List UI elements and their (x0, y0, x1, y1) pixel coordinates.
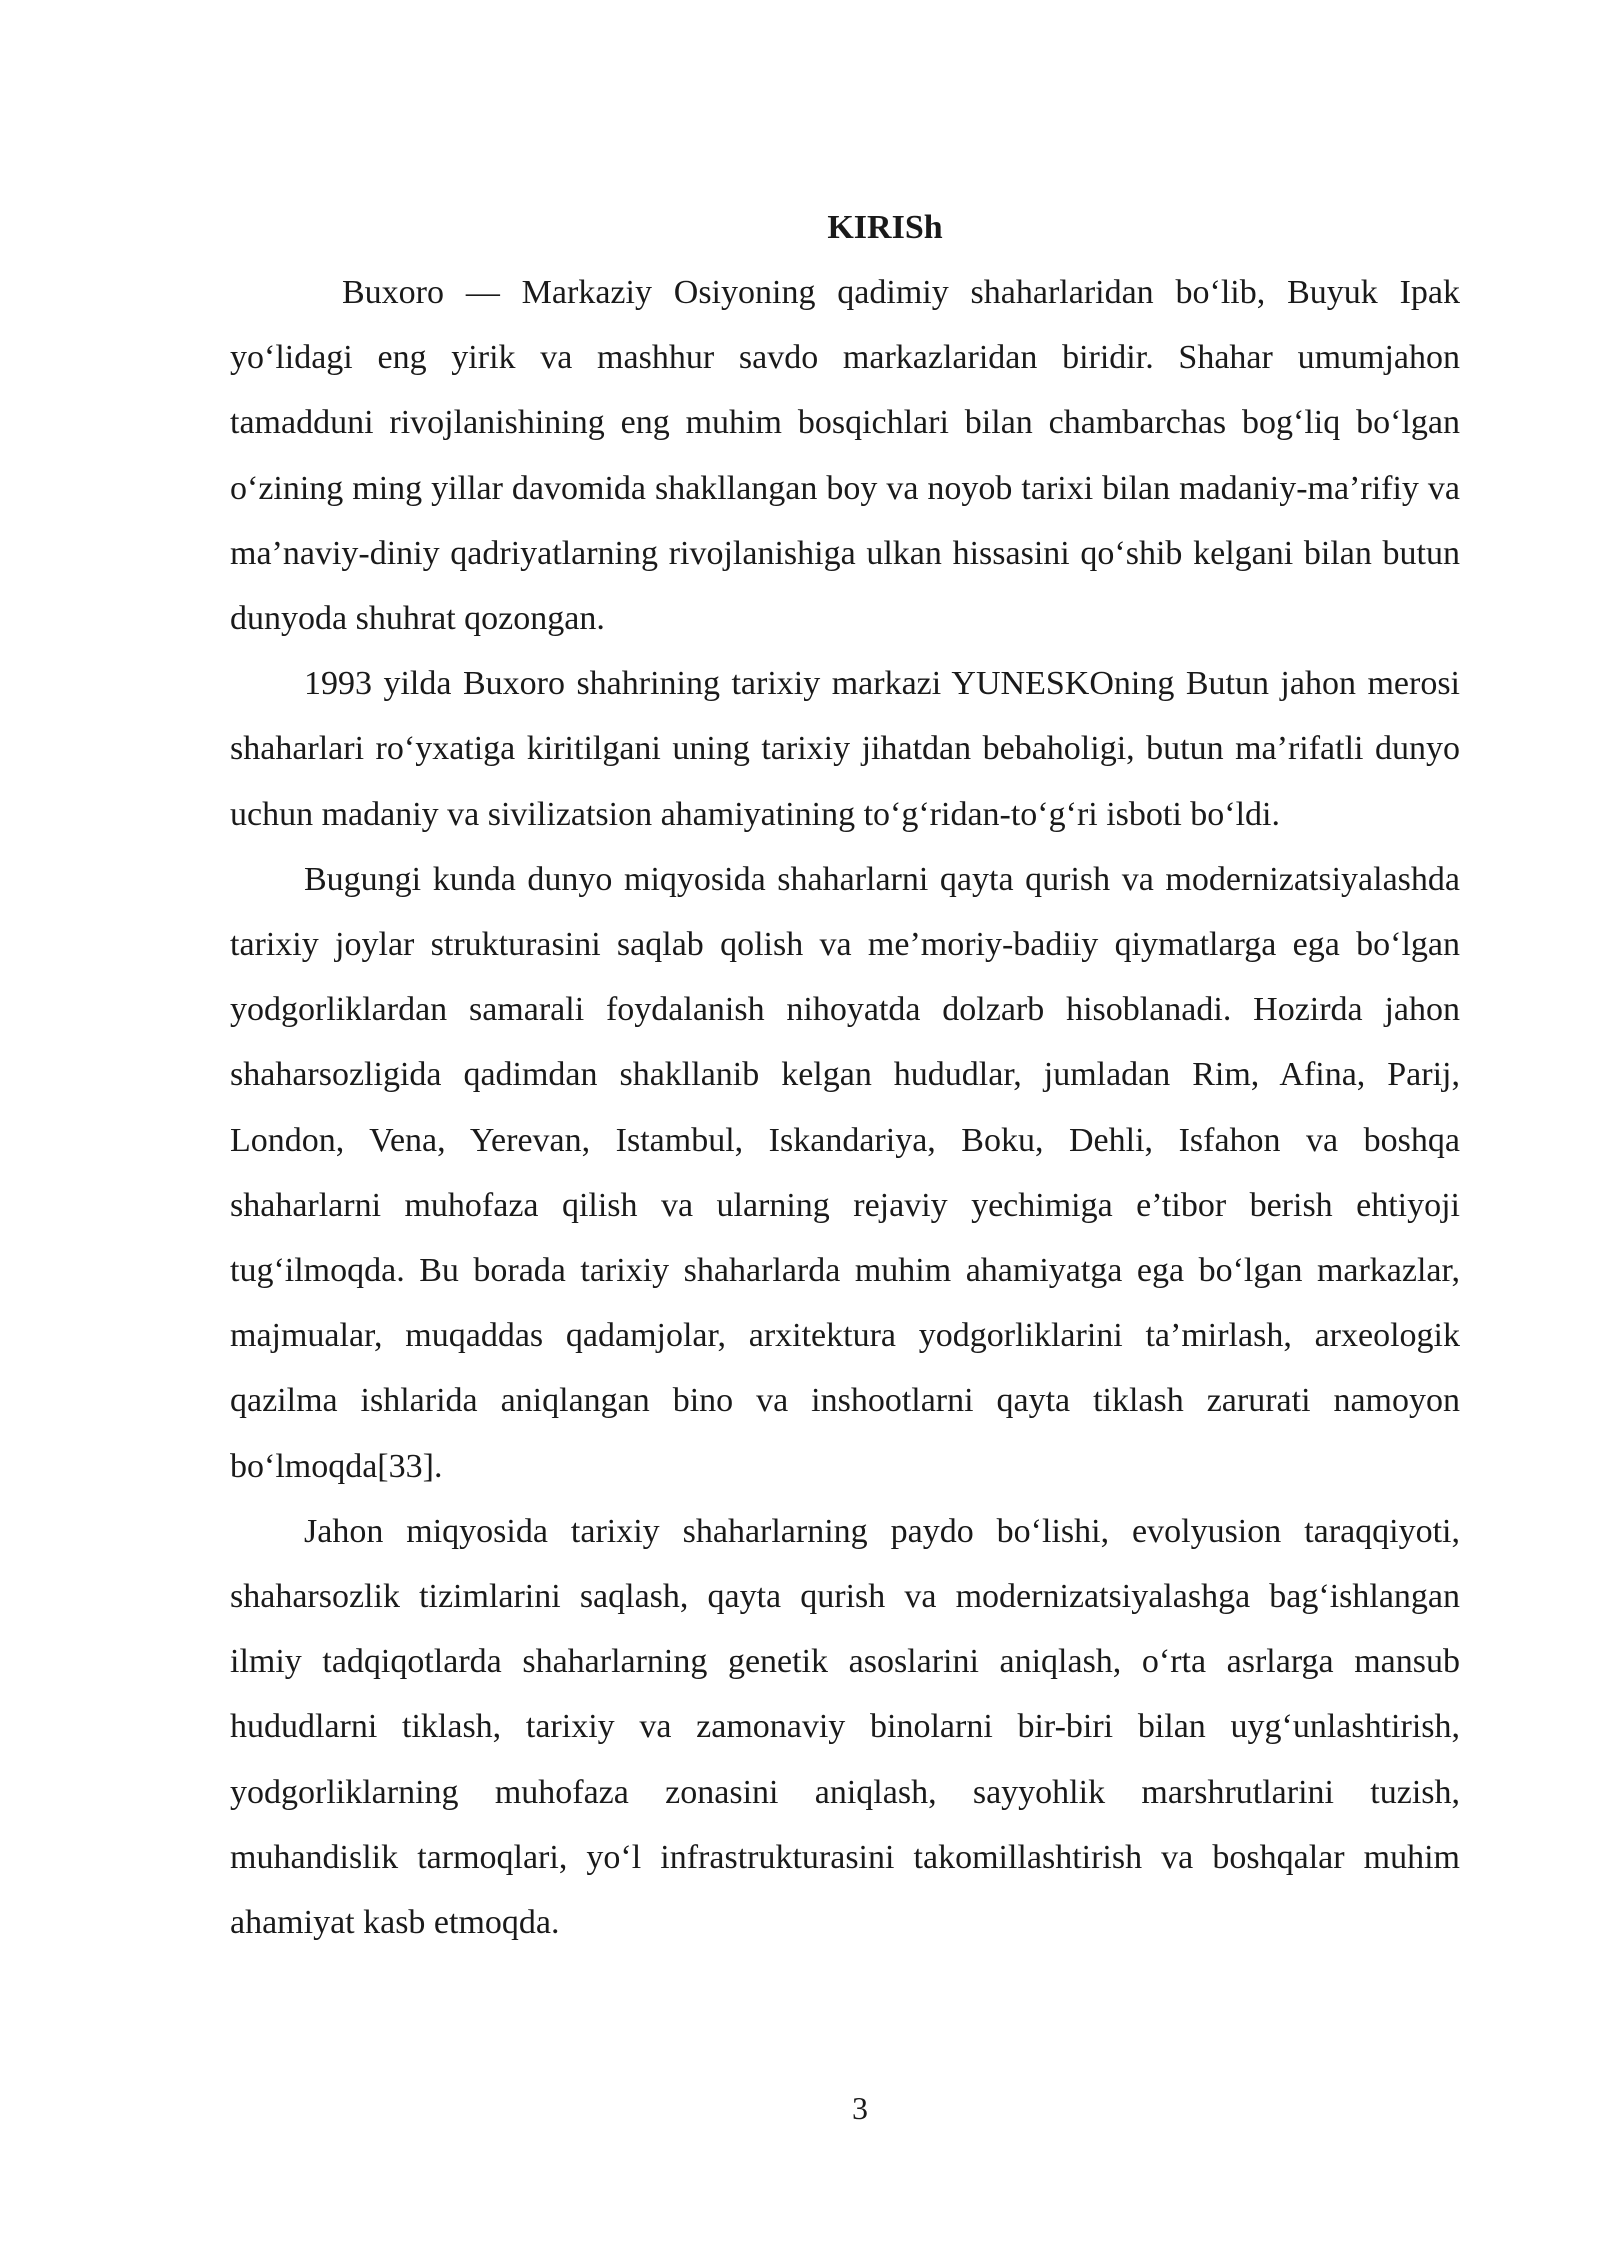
paragraph-1: Buxoro — Markaziy Osiyoning qadimiy shaharlaridan bo‘lib, Buyuk Ipak yo‘lidagi eng yirik va mashhur savdo markazlaridan biridir. Shahar umumjahon tamadduni rivojlanishining eng muhim bosqichlari bilan chambarchas bog‘liq bo‘lgan o‘zining ming yillar davomida shakllangan boy va noyob tarixi bilan madaniy-ma’rifiy va ma’naviy-diniy qadriyatlarning rivojlanishiga ulkan hissasini qo‘shib kelgani bilan butun dunyoda shuhrat qozongan. (230, 274, 1460, 638)
page-number: 3 (852, 2090, 868, 2126)
paragraph-3: Bugungi kunda dunyo miqyosida shaharlarni qayta qurish va modernizatsiyalashda tarixiy joylar strukturasini saqlab qolish va me’moriy-badiiy qiymatlarga ega bo‘lgan yodgorliklardan samarali foydalanish nihoyatda dolzarb hisoblanadi. Hozirda jahon shaharsozligida qadimdan shakllanib kelgan hududlar, jumladan Rim, Afina, Parij, London, Vena, Yerevan, Istambul, Iskandariya, Boku, Dehli, Isfahon va boshqa shaharlarni muhofaza qilish va ularning rejaviy yechimiga e’tibor berish ehtiyoji tug‘ilmoqda. Bu borada tarixiy shaharlarda muhim ahamiyatga ega bo‘lgan markazlar, majmualar, muqaddas qadamjolar, arxitektura yodgorliklarini ta’mirlash, arxeologik qazilma ishlarida aniqlangan bino va inshootlarni qayta tiklash zarurati namoyon bo‘lmoqda[33]. (230, 860, 1460, 1485)
paragraph-4: Jahon miqyosida tarixiy shaharlarning paydo bo‘lishi, evolyusion taraqqiyoti, shaharsozlik tizimlarini saqlash, qayta qurish va modernizatsiyalashga bag‘ishlangan ilmiy tadqiqotlarda shaharlarning genetik asoslarini aniqlash, o‘rta asrlarga mansub hududlarni tiklash, tarixiy va zamonaviy binolarni bir-biri bilan uyg‘unlashtirish, yodgorliklarning muhofaza zonasini aniqlash, sayyohlik marshrutlarini tuzish, muhandislik tarmoqlari, yo‘l infrastrukturasini takomillashtirish va boshqalar muhim ahamiyat kasb etmoqda. (230, 1512, 1460, 1942)
section-heading: KIRISh (827, 209, 943, 246)
page-content (230, 200, 1460, 1955)
paragraph-2: 1993 yilda Buxoro shahrining tarixiy markazi YUNESKOning Butun jahon merosi shaharlari ro‘yxatiga kiritilgani uning tarixiy jihatdan bebaholigi, butun ma’rifatli dunyo uchun madaniy va sivilizatsion ahamiyatining to‘g‘ridan-to‘g‘ri isboti bo‘ldi. (230, 665, 1460, 833)
